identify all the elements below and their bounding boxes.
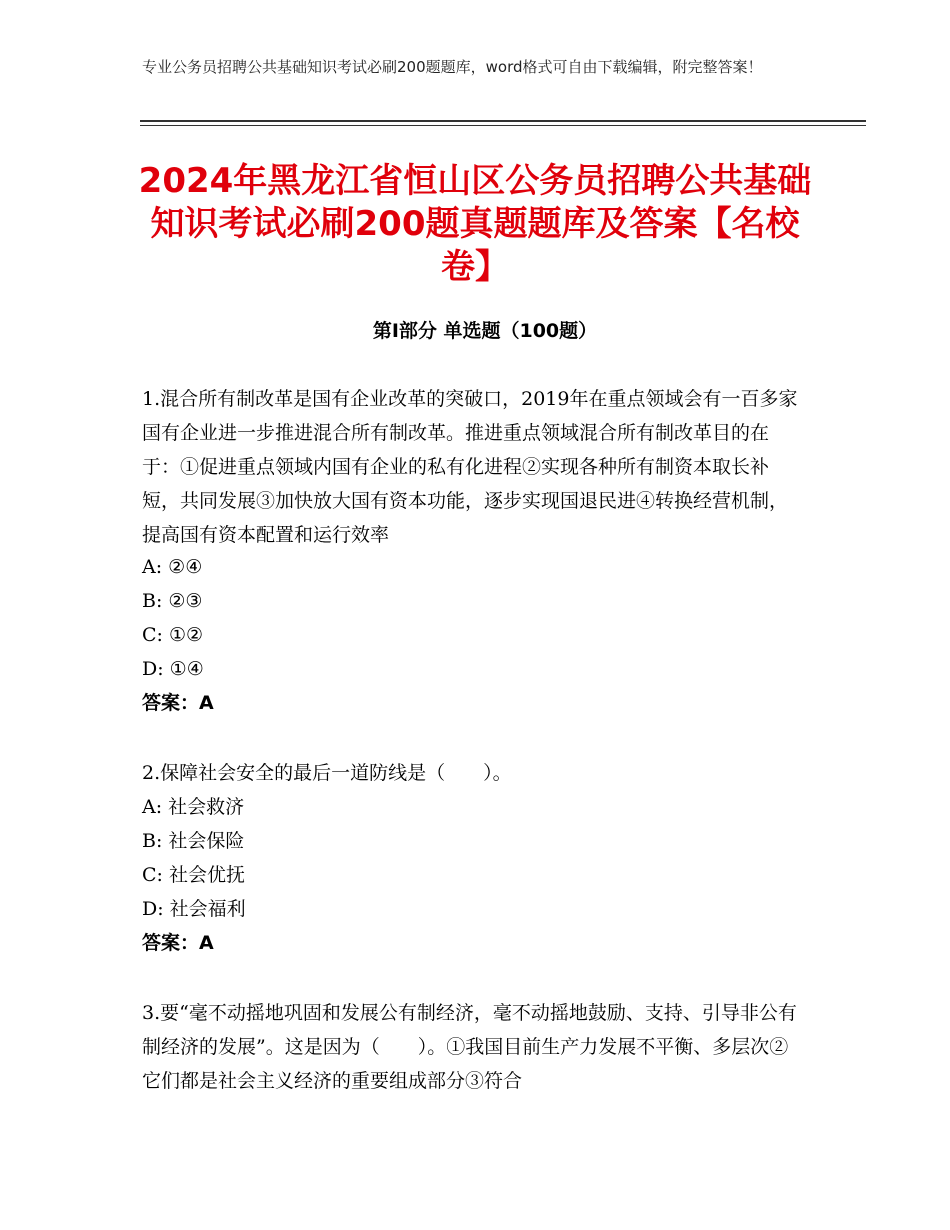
question-1-answer: 答案：A bbox=[142, 692, 214, 714]
question-2-option-d: D: 社会福利 bbox=[142, 898, 246, 920]
question-1-option-a: A: ②④ bbox=[142, 556, 203, 578]
question-2-option-b: B: 社会保险 bbox=[142, 830, 245, 852]
document-title: 2024年黑龙江省恒山区公务员招聘公共基础知识考试必刷200题真题题库及答案【名校卷】 bbox=[138, 161, 812, 287]
question-2-stem: 2.保障社会安全的最后一道防线是（ ）。 bbox=[142, 762, 512, 784]
header-rule-thin bbox=[140, 125, 866, 126]
question-3-stem: 3.要“毫不动摇地巩固和发展公有制经济，毫不动摇地鼓励、支持、引导非公有制经济的发展”。这是因为（ ）。①我国目前生产力发展不平衡、多层次②它们都是社会主义经济的重要组成部分③符合 bbox=[142, 1002, 797, 1092]
question-1-option-b: B: ②③ bbox=[142, 590, 203, 612]
header-rule-thick bbox=[140, 120, 866, 122]
question-2-option-c: C: 社会优抚 bbox=[142, 864, 245, 886]
question-1-stem: 1.混合所有制改革是国有企业改革的突破口，2019年在重点领域会有一百多家国有企业进一步推进混合所有制改革。推进重点领域混合所有制改革目的在于：①促进重点领域内国有企业的私有化进程②实现各种所有制资本取长补短，共同发展③加快放大国有资本功能，逐步实现国退民进④转换经营机制，提高国有资本配置和运行效率 bbox=[142, 388, 798, 546]
question-1-option-d: D: ①④ bbox=[142, 658, 204, 680]
header-note: 专业公务员招聘公共基础知识考试必刷200题题库，word格式可自由下载编辑，附完整答案！ bbox=[142, 58, 763, 76]
section-heading: 第Ⅰ部分 单选题（100题） bbox=[372, 320, 598, 342]
question-2-answer: 答案：A bbox=[142, 932, 214, 954]
question-2-option-a: A: 社会救济 bbox=[142, 796, 245, 818]
question-1-option-c: C: ①② bbox=[142, 624, 204, 646]
